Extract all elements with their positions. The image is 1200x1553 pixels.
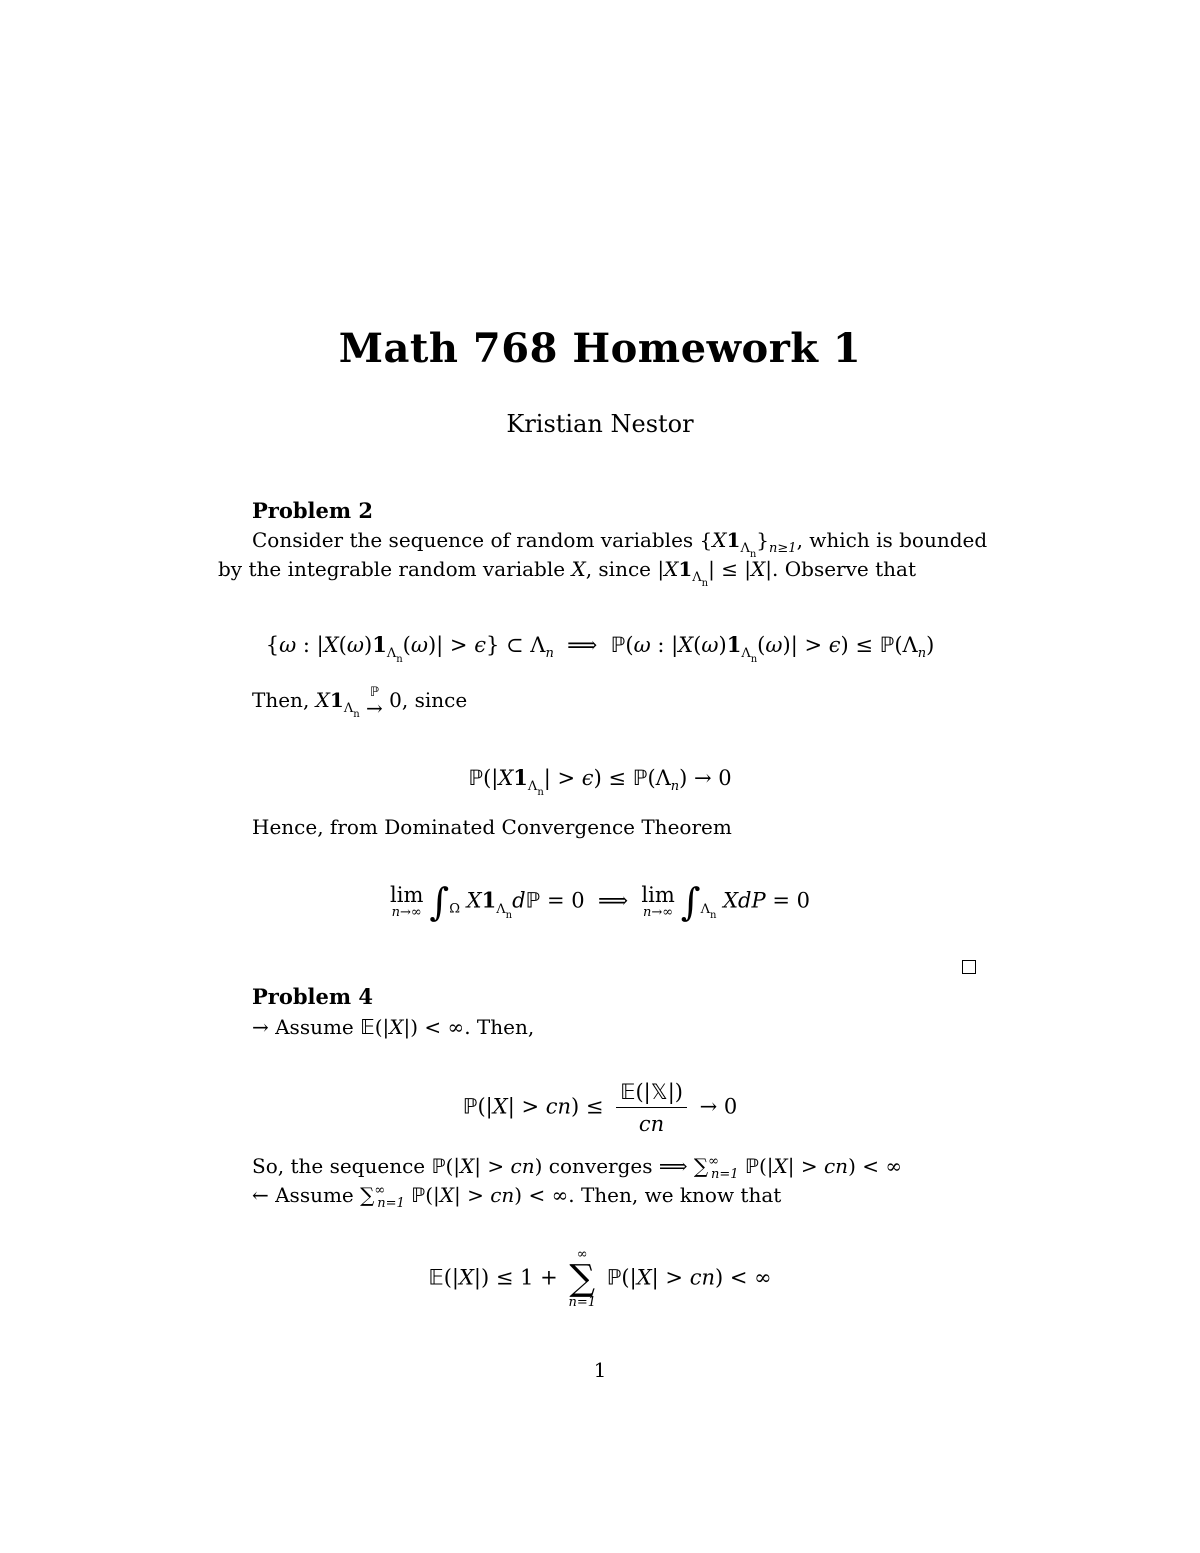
problem-2-para-line-2: by the integrable random variable X, since $|X1_{\Lambda_n}| \le |X|$. Observe that xyxy=(218,557,916,589)
equation-limit-integral: lim n→∞ $\int_\Omega$ $X1_{\Lambda_n}dℙ = 0$ ⟹ lim n→∞ $\int_{\Lambda_n}$ XdP = 0 xyxy=(390,880,810,924)
equation-set-inclusion: {ω : $|X(\omega)1_{\Lambda_n}(\omega)| > \epsilon$} ⊂ $\Lambda_n$ ⟹ ℙ(ω : $|X(\omega)1_{\Lambda_n}(\omega)| > \epsilon$) ≤ $ℙ(\Lambda_n)$ xyxy=(265,632,935,665)
problem-4-backward-direction: ← Assume $\sum^\infty_{n=1}$ ℙ(|X| > cn) < ∞. Then, we know that xyxy=(252,1183,782,1211)
problem-4-forward-direction: → Assume 𝔼(|X|) < ∞. Then, xyxy=(252,1015,535,1039)
page-number: 1 xyxy=(593,1358,607,1382)
author-name: Kristian Nestor xyxy=(506,410,694,438)
problem-2-heading: Problem 2 xyxy=(252,498,374,523)
equation-markov-bound: ℙ(|X| > cn) ≤ $\frac{\text{𝔼(|𝕏|)}}{cn}$ → 0 xyxy=(462,1080,738,1136)
problem-4-heading: Problem 4 xyxy=(252,984,374,1009)
equation-probability-bound: $ℙ(|X1_{\Lambda_n}| > \epsilon)$ ≤ $ℙ(\Lambda_n) \to 0$ xyxy=(468,765,732,798)
problem-2-para-line-1: Consider the sequence of random variables $\{X1_{\Lambda_n}\}_{n\ge 1}$, which is bounded xyxy=(252,528,988,560)
problem-4-series-converges: So, the sequence ℙ(|X| > cn) converges ⟹ $\sum^\infty_{n=1}$ ℙ(|X| > cn) < ∞ xyxy=(252,1154,902,1182)
dominated-convergence-text: Hence, from Dominated Convergence Theorem xyxy=(252,815,732,839)
equation-expectation-bound: 𝔼(|X|) ≤ 1 + ∞ ∑ n=1 ℙ(|X| > cn) < ∞ xyxy=(428,1247,772,1310)
qed-square-icon xyxy=(962,960,976,974)
convergence-in-probability-line: Then, $X1_{\Lambda_n}$ ℙ → 0, since xyxy=(252,684,468,720)
document-title: Math 768 Homework 1 xyxy=(338,325,862,372)
